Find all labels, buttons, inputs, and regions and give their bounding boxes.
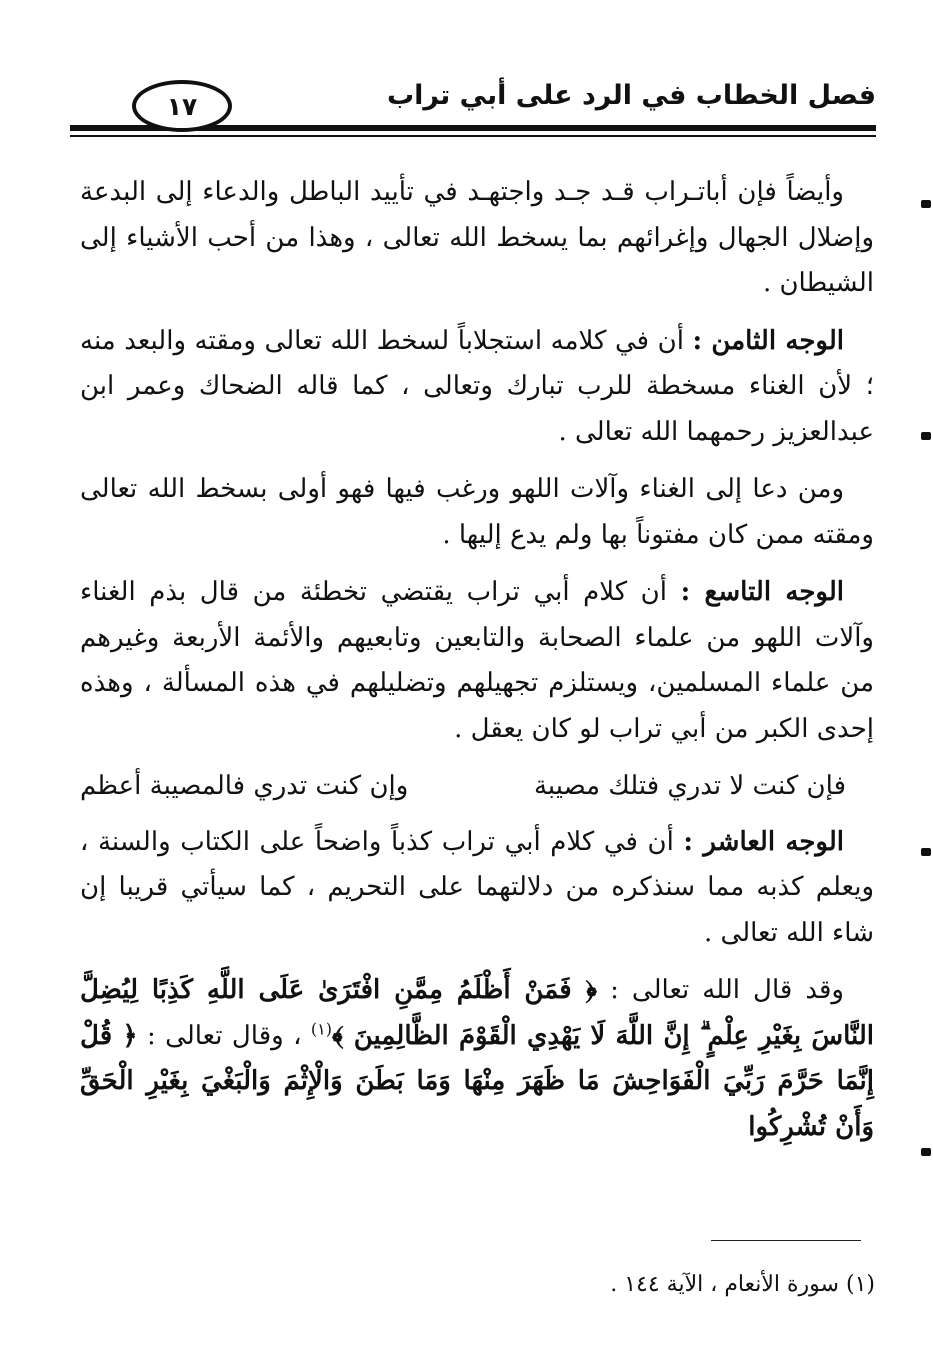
paragraph-1-text: وأيضاً فإن أباتـراب قـد جـد واجتهـد في تأييد الباطل والدعاء إلى البدعة وإضلال الجهال وإغرائهم بما يسخط الله تعالى ، وهذا من أحب الأشياء إلى الشيطان . [80,177,874,298]
paragraph-10th-aspect [80,820,874,957]
margin-mark [921,848,931,856]
poetry-verse [80,764,874,810]
quran-quote-paragraph [80,968,874,1150]
footnote-number: (١) [845,1272,875,1297]
running-title: فصل الخطاب في الرد على أبي تراب [386,80,876,111]
footnote-separator [711,1240,861,1241]
quran-ayah-2: ﴿ قُلْ إِنَّمَا حَرَّمَ رَبِّيَ الْفَوَاحِشَ مَا ظَهَرَ مِنْهَا وَمَا بَطَنَ وَالْإِثْمَ وَالْبَغْيَ بِغَيْرِ الْحَقِّ وَأَنْ تُشْرِكُوا [80,1020,874,1142]
margin-mark [921,432,931,440]
paragraph-8th-text: أن في كلامه استجلاباً لسخط الله تعالى ومقته والبعد منه ؛ لأن الغناء مسخطة للرب تبارك وتعالى ، كما قاله الضحاك وعمر ابن عبدالعزيز رحمهما الله تعالى . [80,325,874,447]
quran-ayah-1: ﴿ فَمَنْ أَظْلَمُ مِمَّنِ افْتَرَىٰ عَلَى اللَّهِ كَذِبًا لِيُضِلَّ النَّاسَ بِغَيْرِ عِلْمٍ ۗ إِنَّ اللَّهَ لَا يَهْدِي الْقَوْمَ الظَّالِمِينَ ﴾ [80,975,874,1051]
paragraph-8th-aspect [80,319,874,456]
paragraph-8th-heading: الوجه الثامن : [692,325,844,356]
quote-intro: وقد قال الله تعالى : [597,975,844,1005]
verse-second-hemistich: وإن كنت تدري فالمصيبة أعظم [80,771,409,801]
margin-mark [921,1148,931,1156]
paragraph-10th-heading: الوجه العاشر : [683,826,845,857]
header-rule-thin [70,135,876,137]
footnote-text: سورة الأنعام ، الآية ١٤٤ . [610,1272,839,1297]
page-number: ١٧ [166,91,198,121]
page-number-oval [132,80,232,132]
main-text [80,170,874,1162]
paragraph-10th-text: أن في كلام أبي تراب كذباً واضحاً على الكتاب والسنة ، ويعلم كذبه مما سنذكره من دلالتهما على التحريم ، كما سيأتي قريبا إن شاء الله تعالى . [80,826,874,948]
paragraph-3 [80,467,874,558]
paragraph-9th-heading: الوجه التاسع : [680,577,845,607]
paragraph-3-text: ومن دعا إلى الغناء وآلات اللهو ورغب فيها فهو أولى بسخط الله تعالى ومقته ممن كان مفتوناً بها ولم يدع إليها . [80,474,874,550]
paragraph-9th-aspect [80,570,874,752]
paragraph-1 [80,170,874,307]
paragraph-9th-text: أن كلام أبي تراب يقتضي تخطئة من قال بذم الغناء وآلات اللهو من علماء الصحابة والتابعين وتابعيهم والأئمة الأربعة وغيرهم من علماء المسلمين، ويستلزم تجهيلهم وتضليلهم في هذه المسألة ، وهذه إحدى الكبر من أبي تراب لو كان يعقل . [80,577,874,744]
page-header [70,78,876,150]
verse-first-hemistich: فإن كنت لا تدري فتلك مصيبة [533,771,846,801]
footnote-ref-1: (١) [310,1018,333,1038]
margin-mark [921,200,931,208]
quote-mid: ، وقال تعالى : [137,1020,311,1051]
footnote [610,1272,875,1297]
